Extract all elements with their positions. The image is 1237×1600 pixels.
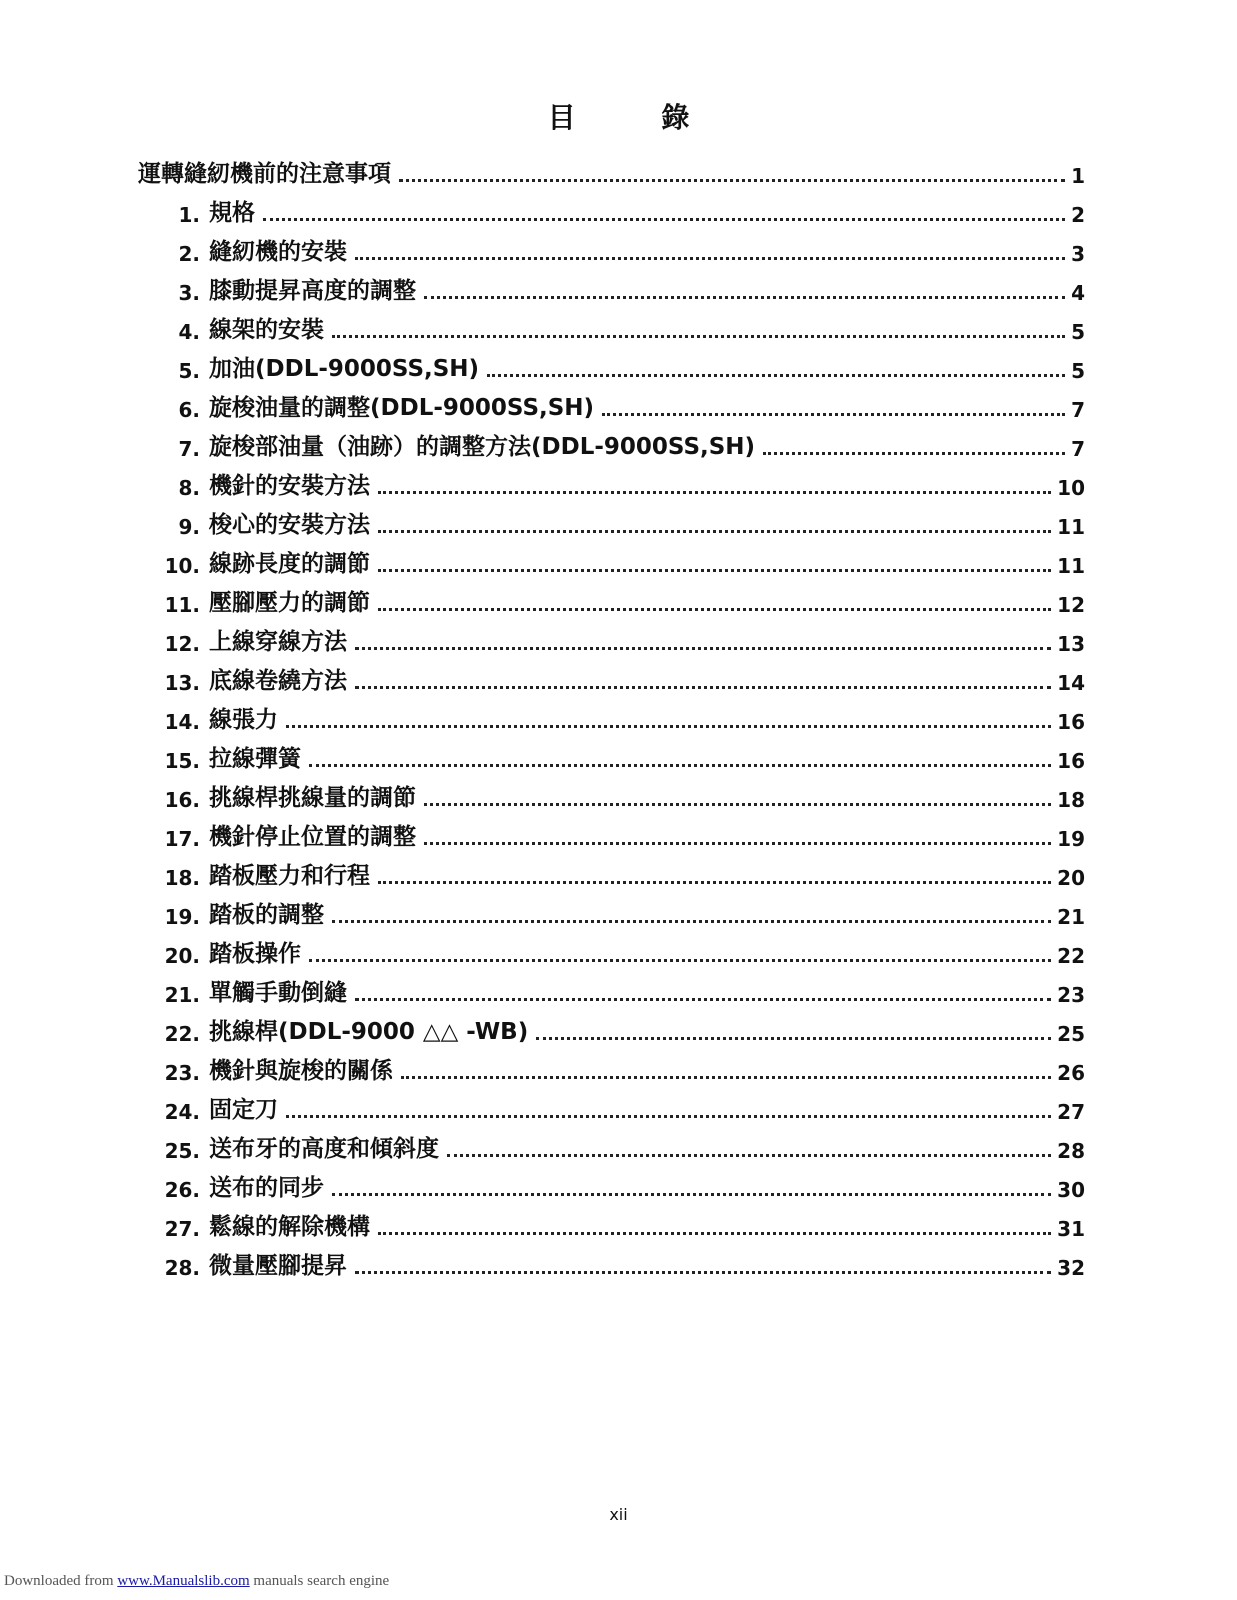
toc-entry-page: 3	[1071, 242, 1085, 266]
toc-leader-dots	[378, 491, 1051, 494]
toc-entry-label: 送布牙的高度和傾斜度	[209, 1136, 439, 1162]
toc-entry-page: 21	[1057, 905, 1085, 929]
toc-leader-dots	[309, 764, 1051, 767]
toc-entry[interactable]	[158, 425, 1085, 459]
toc-entry-label: 單觸手動倒縫	[209, 980, 347, 1006]
toc-entry-page: 16	[1057, 710, 1085, 734]
toc-entry-label: 踏板的調整	[209, 902, 324, 928]
toc-entry-number: 18.	[164, 866, 200, 890]
toc-entry-label: 拉線彈簧	[209, 746, 301, 772]
toc-entry-label: 機針與旋梭的關係	[209, 1058, 393, 1084]
toc-leader-dots	[401, 1076, 1051, 1079]
toc-leader-dots	[355, 647, 1051, 650]
toc-entry-label: 機針的安裝方法	[209, 473, 370, 499]
toc-entry[interactable]	[158, 698, 1085, 732]
toc-entry[interactable]	[158, 932, 1085, 966]
toc-entry-page: 28	[1057, 1139, 1085, 1163]
toc-entry-number: 4.	[178, 320, 200, 344]
toc-entry-page: 31	[1057, 1217, 1085, 1241]
toc-entry-page: 13	[1057, 632, 1085, 656]
toc-entry-page: 10	[1057, 476, 1085, 500]
page-number: xii	[609, 1505, 628, 1524]
toc-entry[interactable]	[158, 1049, 1085, 1083]
toc-leader-dots	[309, 959, 1051, 962]
toc-entry-page: 23	[1057, 983, 1085, 1007]
toc-leader-dots	[424, 803, 1051, 806]
toc-entry-number: 21.	[164, 983, 200, 1007]
toc-entry[interactable]	[158, 308, 1085, 342]
toc-entry[interactable]	[158, 1127, 1085, 1161]
toc-entry-label: 底線卷繞方法	[209, 668, 347, 694]
toc-leader-dots	[332, 1193, 1051, 1196]
toc-entry-number: 7.	[178, 437, 200, 461]
toc-leader-dots	[399, 179, 1065, 182]
toc-entry-label: 旋梭油量的調整(DDL-9000SS,SH)	[209, 395, 595, 421]
toc-entry-page: 18	[1057, 788, 1085, 812]
toc-entry[interactable]	[158, 1244, 1085, 1278]
toc-entry[interactable]	[158, 581, 1085, 615]
toc-entry-label: 挑線桿挑線量的調節	[209, 785, 416, 811]
toc-entry-page: 25	[1057, 1022, 1085, 1046]
toc-entry[interactable]	[158, 854, 1085, 888]
toc-entry-page: 30	[1057, 1178, 1085, 1202]
toc-entry[interactable]	[158, 1205, 1085, 1239]
toc-entry[interactable]	[138, 152, 1085, 186]
toc-entry-page: 5	[1071, 320, 1085, 344]
toc-entry-page: 4	[1071, 281, 1085, 305]
toc-entry-label: 送布的同步	[209, 1175, 324, 1201]
toc-leader-dots	[602, 413, 1065, 416]
toc-entry-number: 6.	[178, 398, 200, 422]
toc-entry-number: 22.	[164, 1022, 200, 1046]
toc-leader-dots	[378, 1232, 1051, 1235]
toc-leader-dots	[355, 1271, 1051, 1274]
toc-entry-number: 17.	[164, 827, 200, 851]
toc-entry[interactable]	[158, 1088, 1085, 1122]
toc-entry-label: 踏板壓力和行程	[209, 863, 370, 889]
toc-leader-dots	[286, 1115, 1051, 1118]
toc-entry[interactable]	[158, 347, 1085, 381]
manualslib-link[interactable]: www.Manualslib.com	[117, 1573, 250, 1589]
toc-leader-dots	[487, 374, 1065, 377]
toc-entry-number: 14.	[164, 710, 200, 734]
toc-entry-number: 26.	[164, 1178, 200, 1202]
toc-entry-label: 微量壓腳提昇	[209, 1253, 347, 1279]
toc-entry-page: 20	[1057, 866, 1085, 890]
toc-entry-number: 8.	[178, 476, 200, 500]
toc-entry-page: 12	[1057, 593, 1085, 617]
toc-entry-label: 規格	[209, 200, 255, 226]
download-source-note	[4, 1573, 389, 1590]
toc-leader-dots	[355, 686, 1051, 689]
toc-entry-label: 線跡長度的調節	[209, 551, 370, 577]
toc-entry-number: 23.	[164, 1061, 200, 1085]
toc-entry-label: 膝動提昇高度的調整	[209, 278, 416, 304]
toc-entry[interactable]	[158, 1010, 1085, 1044]
toc-entry-page: 32	[1057, 1256, 1085, 1280]
toc-leader-dots	[332, 335, 1065, 338]
toc-entry[interactable]	[158, 191, 1085, 225]
toc-leader-dots	[332, 920, 1051, 923]
toc-entry-number: 11.	[164, 593, 200, 617]
toc-entry[interactable]	[158, 269, 1085, 303]
toc-entry-number: 5.	[178, 359, 200, 383]
download-note-prefix: Downloaded from	[4, 1573, 118, 1589]
toc-entry-page: 26	[1057, 1061, 1085, 1085]
toc-entry-number: 13.	[164, 671, 200, 695]
toc-leader-dots	[286, 725, 1051, 728]
toc-leader-dots	[355, 998, 1051, 1001]
toc-leader-dots	[355, 257, 1065, 260]
toc-entry-page: 14	[1057, 671, 1085, 695]
toc-entry[interactable]	[158, 620, 1085, 654]
toc-entry-page: 1	[1071, 164, 1085, 188]
toc-entry[interactable]	[158, 815, 1085, 849]
toc-entry-label: 線張力	[209, 707, 278, 733]
toc-entry-label: 梭心的安裝方法	[209, 512, 370, 538]
toc-entry-page: 2	[1071, 203, 1085, 227]
toc-entry-number: 20.	[164, 944, 200, 968]
toc-entry-label: 線架的安裝	[209, 317, 324, 343]
toc-entry-number: 16.	[164, 788, 200, 812]
toc-entry-label: 壓腳壓力的調節	[209, 590, 370, 616]
toc-entry-number: 9.	[178, 515, 200, 539]
toc-entry-label: 機針停止位置的調整	[209, 824, 416, 850]
toc-entry-page: 19	[1057, 827, 1085, 851]
toc-leader-dots	[424, 842, 1051, 845]
toc-entry[interactable]	[158, 542, 1085, 576]
toc-entry-page: 11	[1057, 554, 1085, 578]
toc-entry[interactable]	[158, 659, 1085, 693]
toc-entry-number: 24.	[164, 1100, 200, 1124]
toc-entry[interactable]	[158, 776, 1085, 810]
toc-entry[interactable]	[158, 737, 1085, 771]
toc-entry-page: 16	[1057, 749, 1085, 773]
toc-leader-dots	[263, 218, 1065, 221]
toc-entry-page: 27	[1057, 1100, 1085, 1124]
toc-entry[interactable]	[158, 503, 1085, 537]
toc-entry-number: 10.	[164, 554, 200, 578]
toc-entry-page: 7	[1071, 437, 1085, 461]
toc-entry-number: 15.	[164, 749, 200, 773]
toc-leader-dots	[378, 530, 1051, 533]
toc-entry-number: 19.	[164, 905, 200, 929]
toc-entry-label: 運轉縫紉機前的注意事項	[138, 161, 391, 187]
toc-leader-dots	[378, 569, 1051, 572]
toc-entry-page: 5	[1071, 359, 1085, 383]
page-title: 目 錄	[547, 101, 728, 134]
toc-entry-number: 12.	[164, 632, 200, 656]
toc-entry-number: 3.	[178, 281, 200, 305]
toc-entry-number: 25.	[164, 1139, 200, 1163]
download-note-suffix: manuals search engine	[249, 1573, 390, 1589]
toc-leader-dots	[378, 881, 1051, 884]
toc-entry-page: 11	[1057, 515, 1085, 539]
toc-entry-label: 旋梭部油量（油跡）的調整方法(DDL-9000SS,SH)	[209, 434, 756, 460]
toc-entry[interactable]	[158, 464, 1085, 498]
toc-entry-number: 28.	[164, 1256, 200, 1280]
toc-entry-label: 縫紉機的安裝	[209, 239, 347, 265]
toc-entry[interactable]	[158, 230, 1085, 264]
toc-leader-dots	[763, 452, 1065, 455]
toc-entry-number: 27.	[164, 1217, 200, 1241]
toc-entry-label: 挑線桿(DDL-9000 △△ -WB)	[209, 1019, 529, 1045]
toc-leader-dots	[536, 1037, 1051, 1040]
toc-leader-dots	[378, 608, 1051, 611]
toc-leader-dots	[447, 1154, 1051, 1157]
toc-entry-label: 固定刀	[209, 1097, 278, 1123]
toc-entry[interactable]	[158, 1166, 1085, 1200]
toc-entry-label: 上線穿線方法	[209, 629, 347, 655]
toc-entry[interactable]	[158, 893, 1085, 927]
toc-entry-label: 踏板操作	[209, 941, 301, 967]
toc-entry-number: 1.	[178, 203, 200, 227]
toc-entry[interactable]	[158, 386, 1085, 420]
toc-entry-label: 鬆線的解除機構	[209, 1214, 370, 1240]
toc-entry-number: 2.	[178, 242, 200, 266]
toc-leader-dots	[424, 296, 1065, 299]
toc-entry-page: 7	[1071, 398, 1085, 422]
toc-entry-page: 22	[1057, 944, 1085, 968]
toc-entry-label: 加油(DDL-9000SS,SH)	[209, 356, 480, 382]
toc-entry[interactable]	[158, 971, 1085, 1005]
